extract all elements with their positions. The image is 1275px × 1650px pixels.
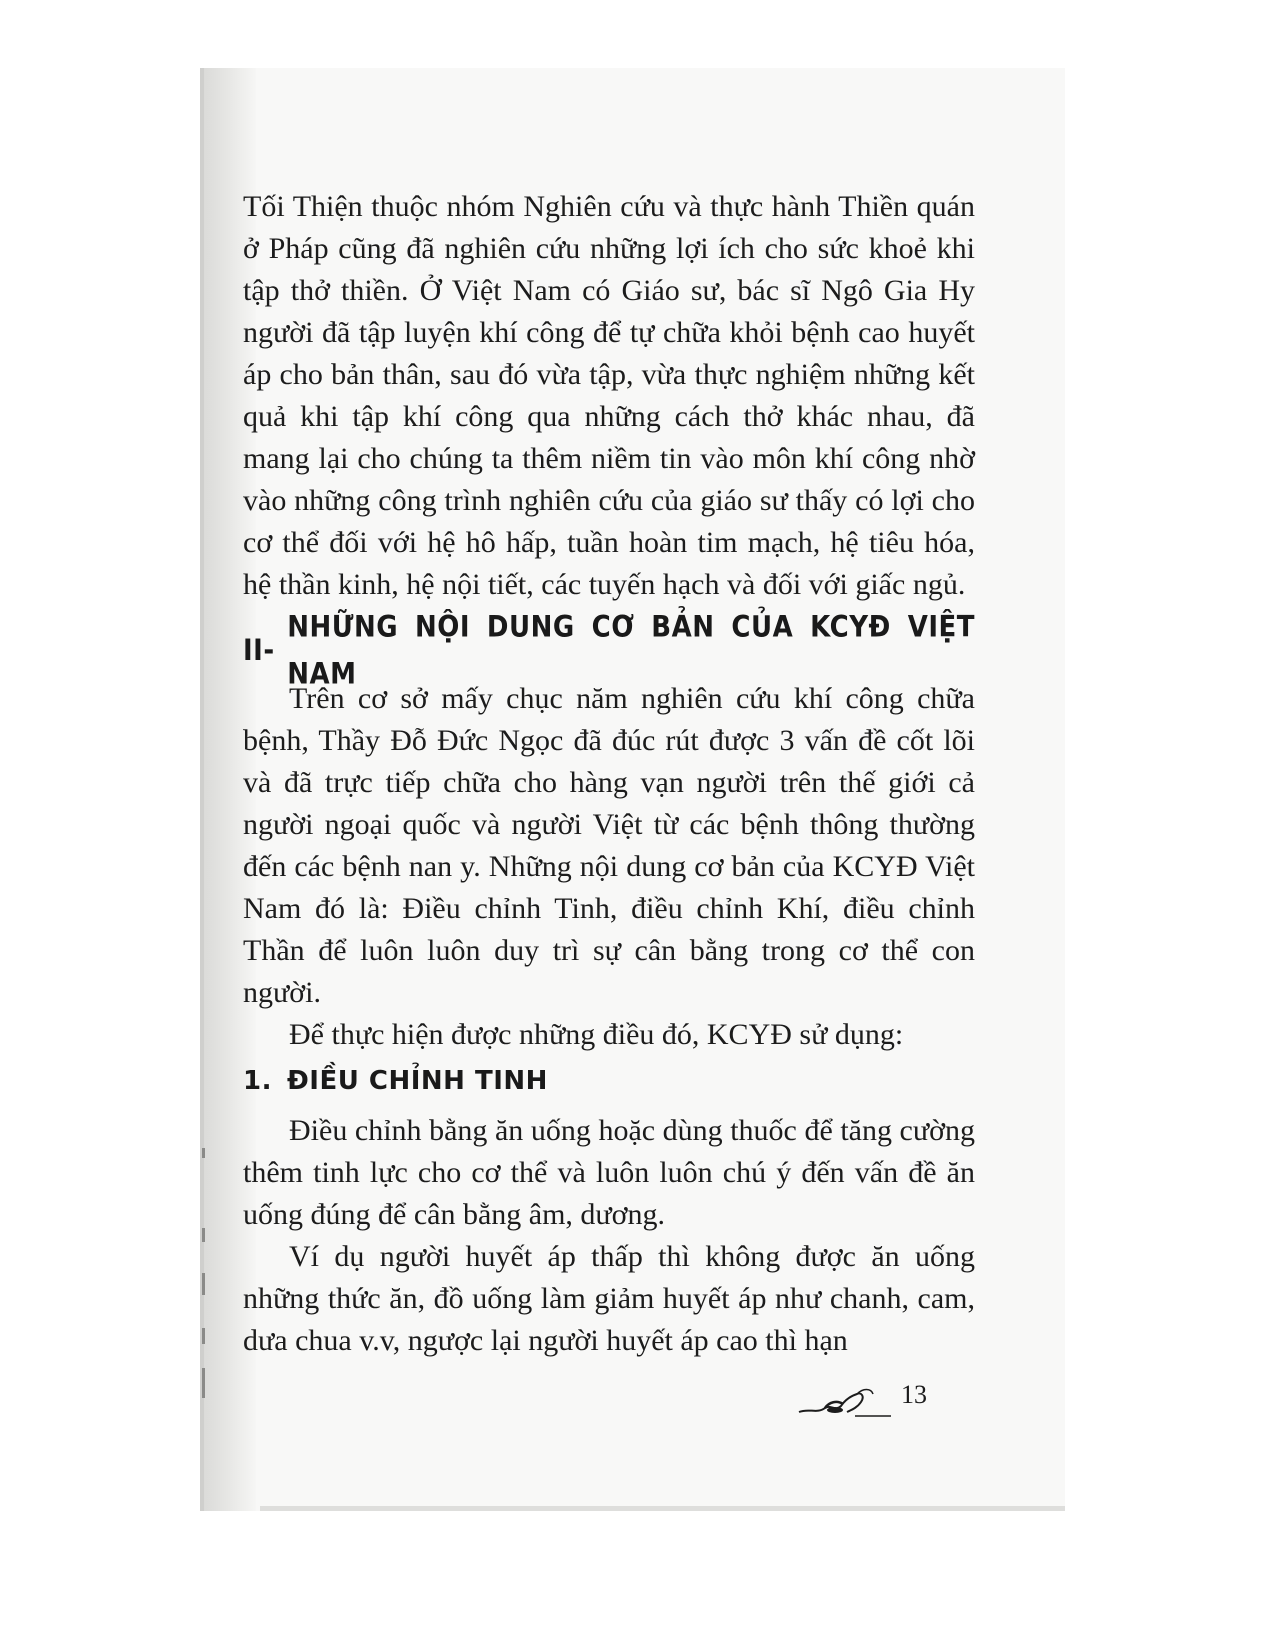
paragraph: Để thực hiện được những điều đó, KCYĐ sử dụng:: [289, 1018, 904, 1051]
gutter-mark: [202, 1328, 205, 1344]
subsection-number: 1.: [243, 1066, 272, 1096]
quill-flourish-icon: [795, 1382, 893, 1422]
page-footer: [795, 1378, 995, 1428]
paragraph: Trên cơ sở mấy chục năm nghiên cứu khí công chữa bệnh, Thầy Đỗ Đức Ngọc đã đúc rút được 3 vấn đề cốt lõi và đã trực tiếp chữa cho hàng vạn người trên thế giới cả người ngoại quốc và người Việt từ các bệnh thông thường đến các bệnh nan y. Những nội dung cơ bản của KCYĐ Việt Nam đó là: Điều chỉnh Tinh, điều chỉnh Khí, điều chỉnh Thần để luôn luôn duy trì sự cân bằng trong cơ thể con người.: [243, 682, 975, 1009]
paragraph: Ví dụ người huyết áp thấp thì không được ăn uống những thức ăn, đồ uống làm giảm huyết áp như chanh, cam, dưa chua v.v, ngược lại người huyết áp cao thì hạn: [243, 1240, 975, 1357]
section-number: II-: [243, 634, 275, 668]
page-number: 13: [901, 1380, 927, 1409]
gutter-mark: [202, 1368, 205, 1398]
subsection-heading: [243, 1056, 975, 1106]
subsection-title: ĐIỀU CHỈNH TINH: [287, 1066, 548, 1096]
gutter-mark: [202, 1148, 205, 1158]
book-page: [200, 68, 1065, 1511]
section-title: NHỮNG NỘI DUNG CƠ BẢN CỦA KCYĐ VIỆT NAM: [287, 610, 975, 692]
paragraph: Điều chỉnh bằng ăn uống hoặc dùng thuốc để tăng cường thêm tinh lực cho cơ thể và luôn luôn chú ý đến vấn đề ăn uống đúng để cân bằng âm, dương.: [243, 1114, 975, 1231]
gutter-mark: [202, 1273, 205, 1295]
body-text: [243, 186, 975, 1362]
section-heading: [243, 610, 975, 692]
gutter-mark: [202, 1228, 205, 1242]
paragraph: Tối Thiện thuộc nhóm Nghiên cứu và thực hành Thiền quán ở Pháp cũng đã nghiên cứu những lợi ích cho sức khoẻ khi tập thở thiền. Ở Việt Nam có Giáo sư, bác sĩ Ngô Gia Hy người đã tập luyện khí công để tự chữa khỏi bệnh cao huyết áp cho bản thân, sau đó vừa tập, vừa thực nghiệm những kết quả khi tập khí công qua những cách thở khác nhau, đã mang lại cho chúng ta thêm niềm tin vào môn khí công nhờ vào những công trình nghiên cứu của giáo sư thấy có lợi cho cơ thể đối với hệ hô hấp, tuần hoàn tim mạch, hệ tiêu hóa, hệ thần kinh, hệ nội tiết, các tuyến hạch và đối với giấc ngủ.: [243, 190, 975, 601]
page-bottom-edge: [260, 1506, 1065, 1511]
